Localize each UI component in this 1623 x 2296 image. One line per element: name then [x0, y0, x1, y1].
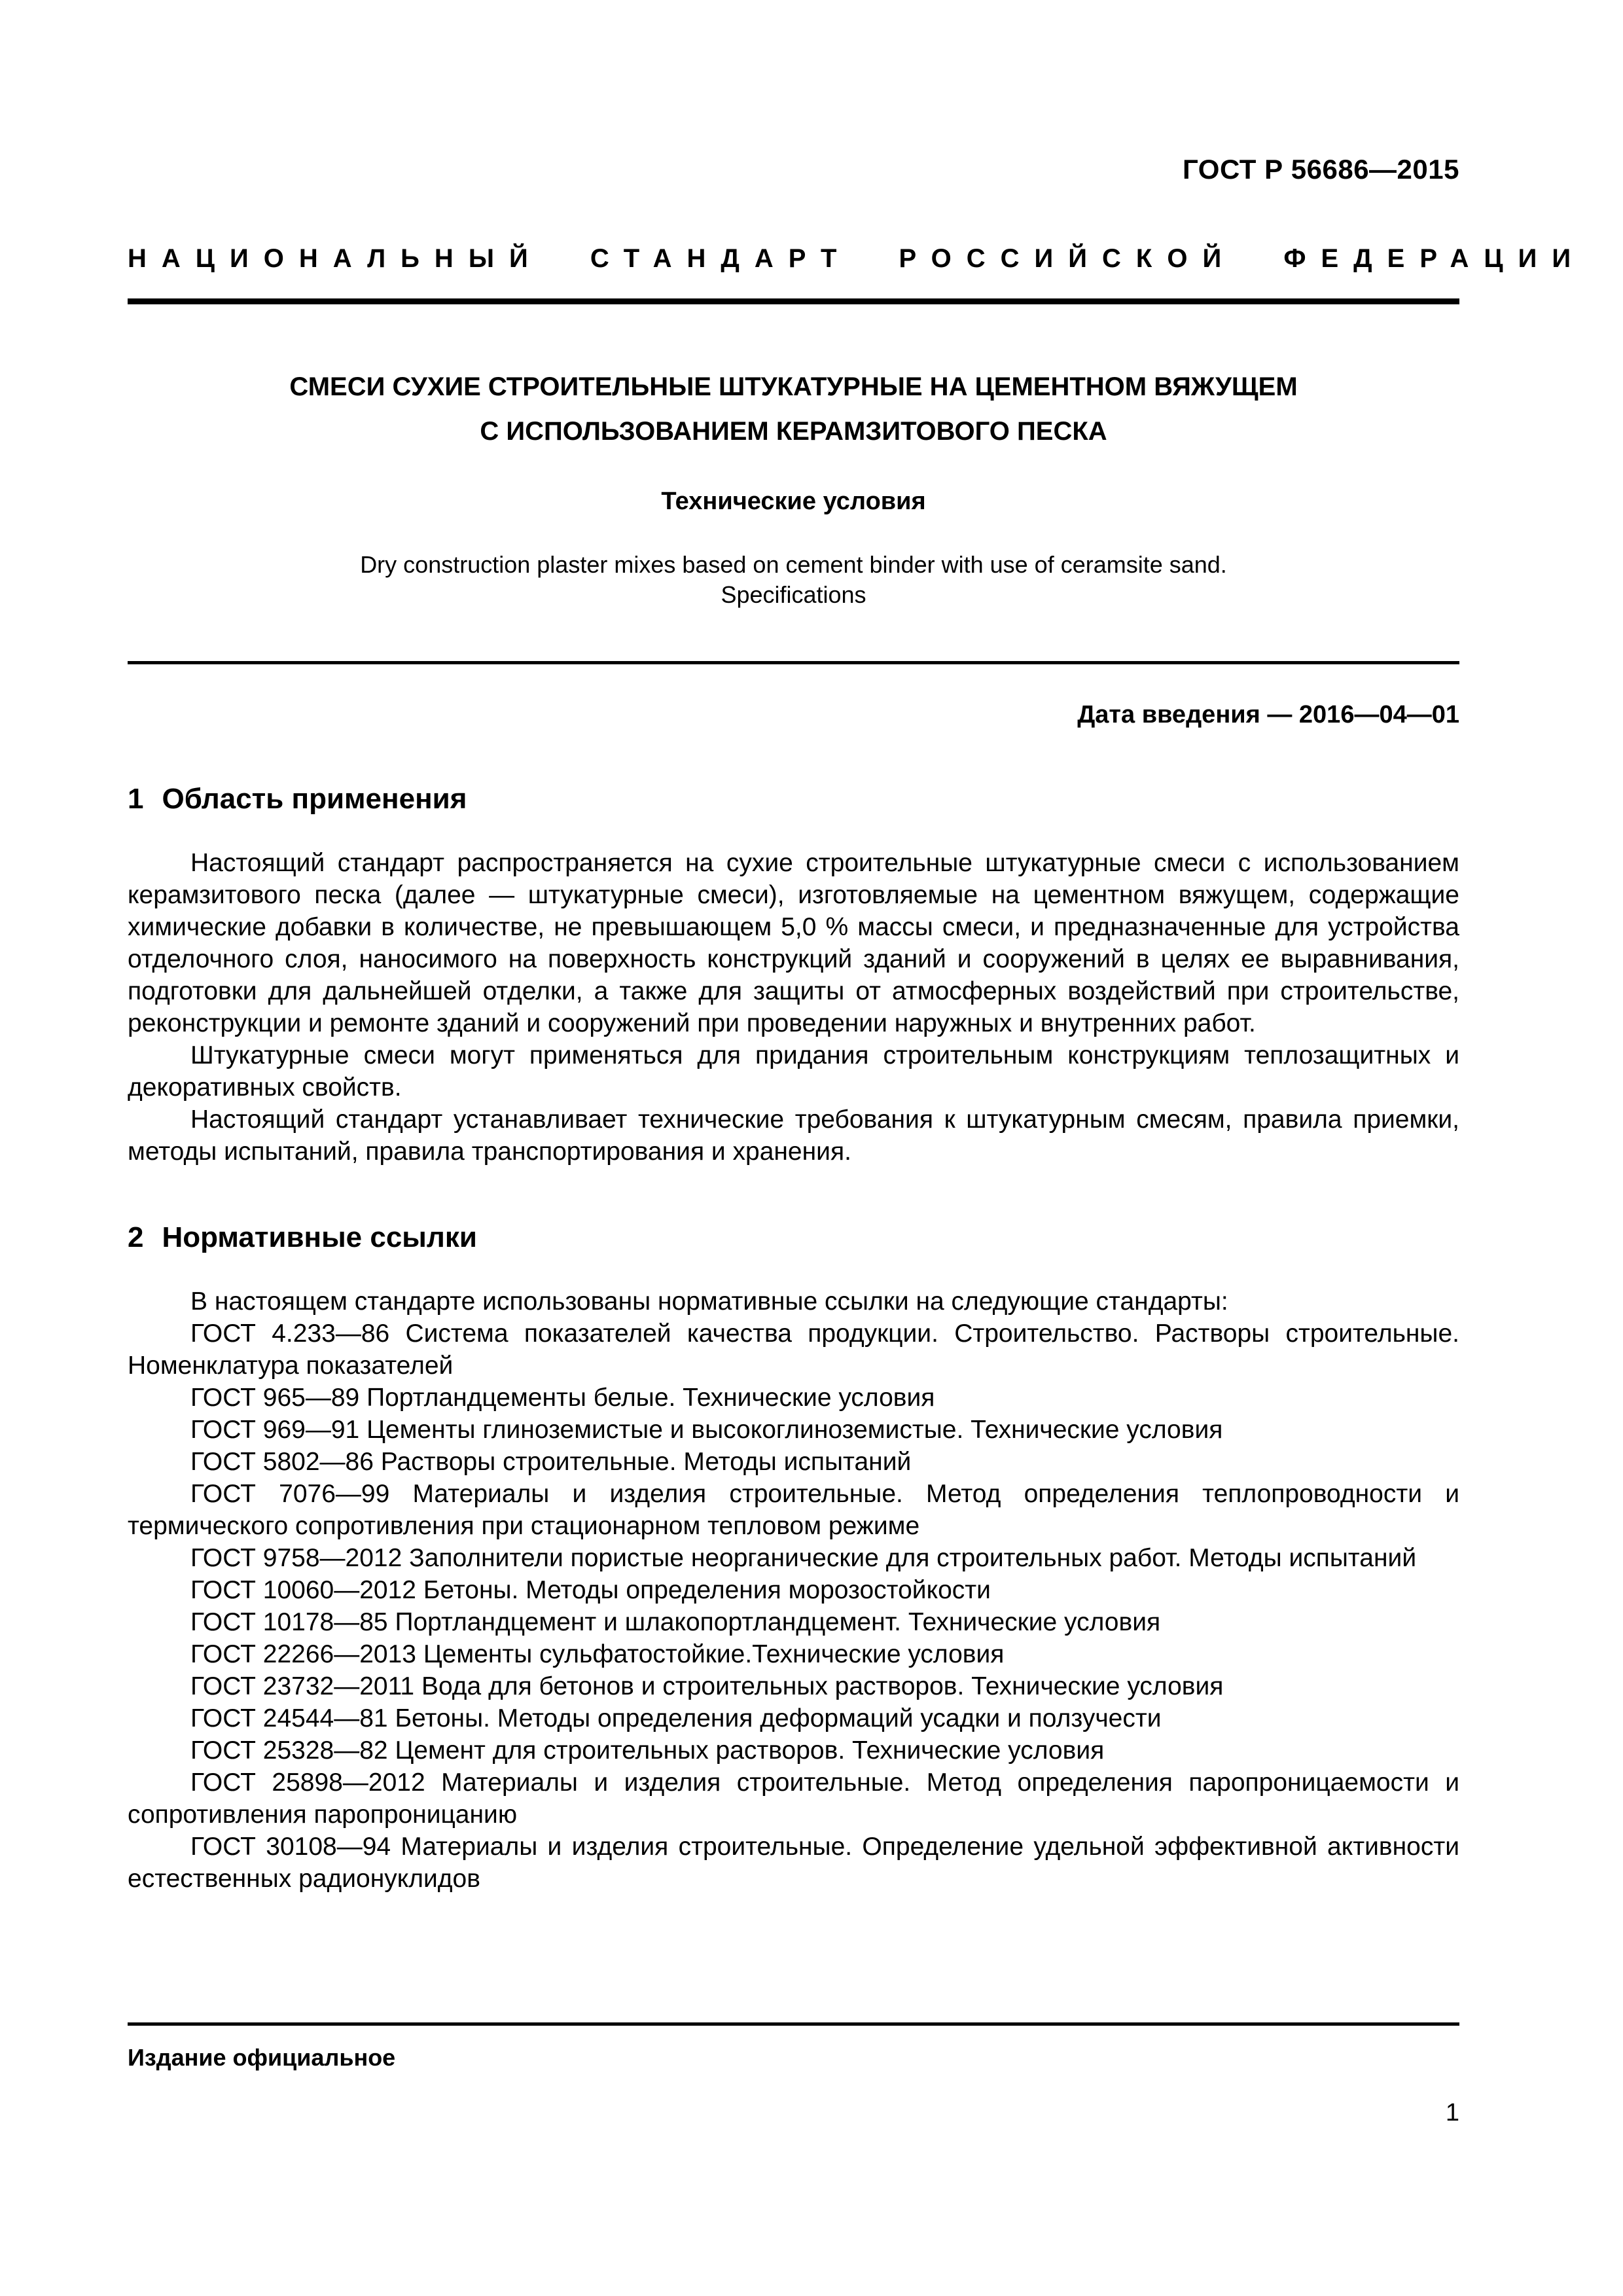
reference-item: ГОСТ 10060—2012 Бетоны. Методы определения морозостойкости	[190, 1576, 991, 1604]
edition-note: Издание официальное	[128, 2044, 396, 2071]
doc-subtitle: Технические условия	[661, 488, 926, 515]
introduction-date: Дата введения — 2016—04—01	[1077, 701, 1459, 728]
header-rule	[128, 298, 1459, 304]
paragraph: Настоящий стандарт устанавливает технические требования к штукатурным смесям, правила приемки, методы испытаний, правила транспортирования и хранения.	[128, 1105, 1459, 1166]
reference-item: ГОСТ 25328—82 Цемент для строительных растворов. Технические условия	[190, 1736, 1105, 1765]
reference-item: ГОСТ 23732—2011 Вода для бетонов и строительных растворов. Технические условия	[190, 1672, 1224, 1700]
section-1-heading	[128, 783, 1459, 816]
section-1-number: 1	[128, 783, 144, 815]
paragraph: Настоящий стандарт распространяется на сухие строительные штукатурные смеси с использованием керамзитового песка (далее — штукатурные смеси), изготовляемые на цементном вяжущем, содержащие химические добавки в количестве, не превышающем 5,0 % массы смеси, и предназначенные для устройства отделочного слоя, наносимого на поверхность конструкций зданий и сооружений в целях ее выравнивания, подготовки для дальнейшей отделки, а также для защиты от атмосферных воздействий при строительстве, реконструкции и ремонте зданий и сооружений при проведении наружных и внутренних работ.	[128, 849, 1459, 1037]
title-block-rule	[128, 661, 1459, 664]
section-2-title: Нормативные ссылки	[162, 1221, 477, 1253]
doc-title-en-line2: Specifications	[721, 581, 866, 608]
reference-item: ГОСТ 9758—2012 Заполнители пористые неорганические для строительных работ. Методы испытаний	[190, 1544, 1417, 1572]
doc-title-en-line1: Dry construction plaster mixes based on cement binder with use of ceramsite sand.	[360, 551, 1227, 578]
reference-item: ГОСТ 7076—99 Материалы и изделия строительные. Метод определения теплопроводности и термического сопротивления при стационарном тепловом режиме	[128, 1480, 1459, 1540]
doc-title	[128, 365, 1459, 454]
footer-rule	[128, 2022, 1459, 2026]
reference-item: ГОСТ 4.233—86 Система показателей качества продукции. Строительство. Растворы строительные. Номенклатура показателей	[128, 1319, 1459, 1380]
paragraph: Штукатурные смеси могут применяться для придания строительным конструкциям теплозащитных и декоративных свойств.	[128, 1041, 1459, 1102]
section-2-heading	[128, 1221, 1459, 1254]
standard-type-header: НАЦИОНАЛЬНЫЙ СТАНДАРТ РОССИЙСКОЙ ФЕДЕРАЦИИ	[128, 244, 1586, 273]
section-1-body	[128, 847, 1459, 1168]
page-footer	[128, 2022, 1459, 2127]
section-2-number: 2	[128, 1221, 144, 1253]
reference-item: ГОСТ 24544—81 Бетоны. Методы определения деформаций усадки и ползучести	[190, 1704, 1162, 1732]
reference-item: ГОСТ 10178—85 Портландцемент и шлакопортландцемент. Технические условия	[190, 1608, 1161, 1636]
doc-title-line1: СМЕСИ СУХИЕ СТРОИТЕЛЬНЫЕ ШТУКАТУРНЫЕ НА ЦЕМЕНТНОМ ВЯЖУЩЕМ	[289, 372, 1298, 401]
reference-item: ГОСТ 965—89 Портландцементы белые. Технические условия	[190, 1384, 935, 1412]
doc-title-line2: С ИСПОЛЬЗОВАНИЕМ КЕРАМЗИТОВОГО ПЕСКА	[480, 417, 1107, 446]
section-2-body	[128, 1285, 1459, 1895]
doc-title-english	[128, 550, 1459, 610]
reference-item: ГОСТ 22266—2013 Цементы сульфатостойкие.Технические условия	[190, 1640, 1005, 1668]
paragraph: В настоящем стандарте использованы нормативные ссылки на следующие стандарты:	[190, 1287, 1228, 1316]
page-number: 1	[1445, 2099, 1459, 2126]
reference-item: ГОСТ 25898—2012 Материалы и изделия строительные. Метод определения паропроницаемости и сопротивления паропроницанию	[128, 1768, 1459, 1829]
reference-item: ГОСТ 30108—94 Материалы и изделия строительные. Определение удельной эффективной активности естественных радионуклидов	[128, 1833, 1459, 1893]
section-1-title: Область применения	[162, 783, 467, 815]
reference-item: ГОСТ 969—91 Цементы глиноземистые и высокоглиноземистые. Технические условия	[190, 1416, 1223, 1444]
doc-number: ГОСТ Р 56686—2015	[1183, 154, 1459, 185]
reference-item: ГОСТ 5802—86 Растворы строительные. Методы испытаний	[190, 1448, 912, 1476]
